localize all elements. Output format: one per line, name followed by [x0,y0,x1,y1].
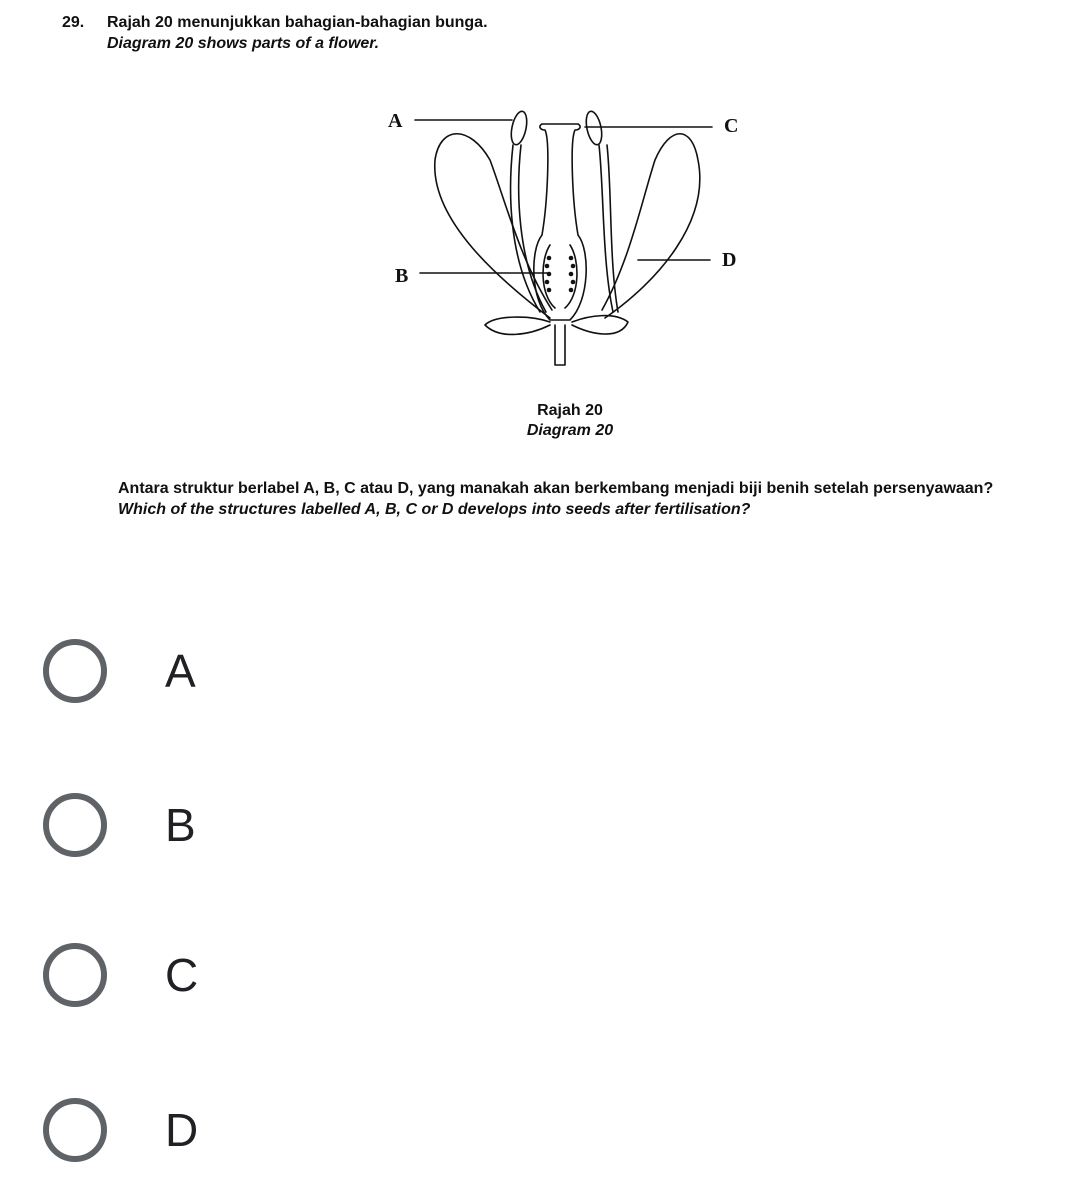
radio-button-b[interactable] [43,793,107,857]
option-d[interactable] [40,1095,640,1175]
option-a-label: A [165,645,196,697]
flower-stalk [555,325,565,365]
left-anther [509,110,530,146]
pistil [534,124,586,320]
option-c[interactable] [40,940,640,1020]
right-sepal [572,316,628,334]
question-number: 29. [62,14,85,31]
option-b[interactable] [40,790,640,870]
option-b-label: B [165,799,196,851]
right-anther [584,110,605,146]
option-c-label: C [165,949,199,1001]
question-stem [118,478,1058,520]
left-petal [435,134,552,318]
right-petal [602,134,700,318]
question-title-ms: Rajah 20 menunjukkan bahagian-bahagian bunga. [107,14,488,31]
diagram-label-a: A [388,110,403,132]
left-sepal [485,317,550,334]
option-a[interactable] [40,636,640,716]
radio-button-d[interactable] [43,1098,107,1162]
diagram-caption [470,402,670,440]
stem-en: Which of the structures labelled A, B, C or D develops into seeds after fertilisation? [118,501,751,518]
stem-ms: Antara struktur berlabel A, B, C atau D, yang manakah akan berkembang menjadi biji benih setelah persenyawaan? [118,480,994,497]
ovules [545,256,576,293]
question-title-en: Diagram 20 shows parts of a flower. [107,35,380,52]
diagram-label-b: B [395,265,409,287]
diagram-label-c: C [724,115,739,137]
diagram-label-d: D [722,249,737,271]
flower-diagram [380,100,760,400]
radio-button-a[interactable] [43,639,107,703]
caption-ms: Rajah 20 [537,402,603,419]
option-d-label: D [165,1104,199,1156]
radio-button-c[interactable] [43,943,107,1007]
caption-en: Diagram 20 [526,422,614,439]
